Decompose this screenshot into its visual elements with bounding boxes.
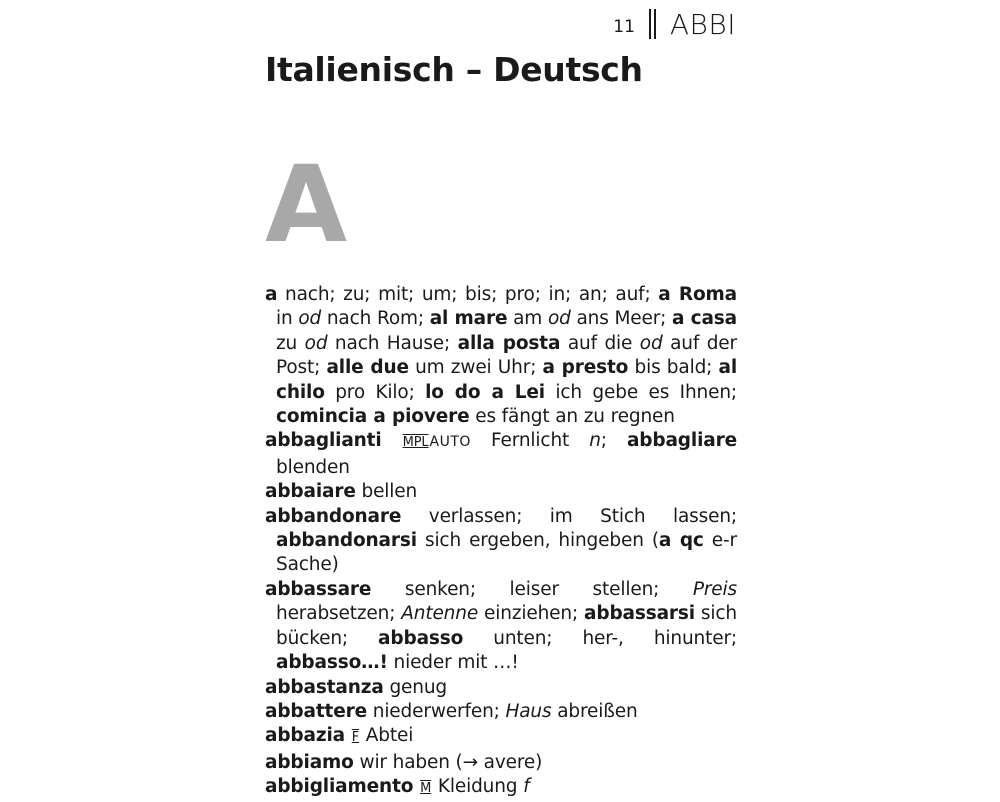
headword: abbasso — [378, 627, 464, 649]
headword: abbagliare — [626, 430, 737, 452]
headword: abbastanza — [265, 676, 384, 698]
entry-abbazia: abbazia F Abtei — [265, 725, 414, 747]
example: alla posta — [457, 332, 561, 354]
example: alle due — [326, 357, 409, 379]
example: lo do a Lei — [425, 381, 545, 403]
example: al chilo — [276, 357, 738, 403]
headword: abbiamo — [265, 751, 354, 773]
gender-label: M — [420, 781, 432, 797]
headword: abbaglianti — [265, 430, 382, 452]
headword: a — [265, 284, 278, 305]
example: a presto — [542, 357, 629, 379]
headword: abbazia — [265, 725, 345, 747]
headword: abbandonarsi — [276, 530, 417, 552]
headword: abbaiare — [265, 481, 356, 503]
entry-abbattere: abbattere niederwerfen; Haus abreißen — [265, 700, 638, 722]
example: a Roma — [658, 284, 737, 305]
entry-abbassare: abbassare senken; leiser stellen; Preis herabsetzen; Antenne einziehen; abbassarsi sich bücken; abbasso unten; her-, hinunter; abbasso…! nieder mit …! — [265, 578, 737, 674]
entry-a: a nach; zu; mit; um; bis; pro; in; an; auf; a Roma in od nach Rom; al mare am od ans Meer; a casa zu od nach Hause; alla posta auf die od auf der Post; alle due um zwei Uhr; a presto bis bald; al chilo pro Kilo; lo do a Lei ich gebe es Ihnen; comincia a piovere es fängt an zu regnen — [265, 284, 738, 428]
entry-abbastanza: abbastanza genug — [265, 676, 448, 698]
headword: abbattere — [265, 700, 368, 722]
entry-abbiamo: abbiamo wir haben (→ avere) — [265, 751, 543, 773]
example: a casa — [672, 308, 738, 330]
example: abbasso…! — [276, 652, 388, 674]
example: a qc — [658, 530, 704, 552]
headword: abbassare — [265, 578, 372, 600]
gender-label: MPL — [402, 435, 429, 451]
section-title: Italienisch – Deutsch — [265, 50, 643, 89]
headword: abbandonare — [265, 505, 402, 527]
entry-abbandonare: abbandonare verlassen; im Stich lassen; abbandonarsi sich ergeben, hingeben (a qc e-r Sache) — [265, 505, 737, 576]
letter-heading: A — [265, 143, 348, 266]
example: al mare — [429, 308, 508, 330]
page-number: 11 — [613, 17, 635, 37]
headword: abbassarsi — [584, 603, 695, 625]
dictionary-page — [265, 0, 740, 800]
headword: abbigliamento — [265, 776, 414, 798]
entry-abbigliamento: abbigliamento M Kleidung f — [265, 776, 530, 798]
double-bar-divider — [649, 9, 651, 39]
subject-label: AUTO — [429, 434, 471, 451]
running-head — [613, 6, 736, 42]
dictionary-entries — [265, 283, 737, 802]
entry-abbaiare: abbaiare bellen — [265, 481, 418, 503]
example: comincia a piovere — [276, 406, 470, 428]
guide-word: ABBI — [669, 7, 736, 41]
entry-abbaglianti: abbaglianti MPLAUTO Fernlicht n; abbagliare blenden — [265, 430, 737, 478]
gender-label: F — [351, 730, 360, 746]
